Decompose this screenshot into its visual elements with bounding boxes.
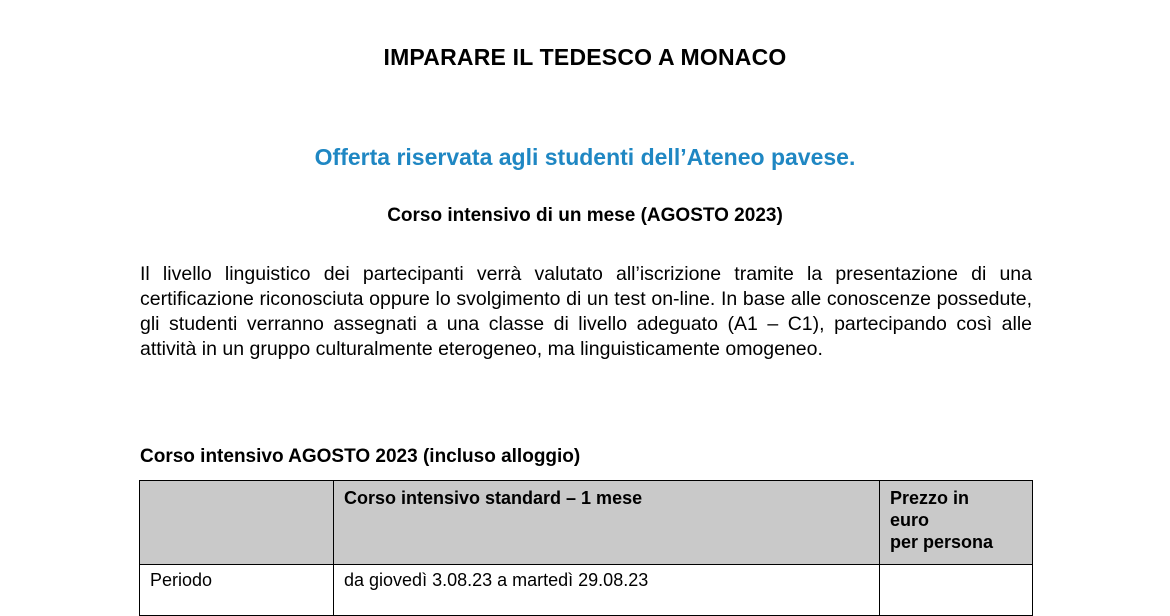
course-table xyxy=(139,480,1033,616)
table-heading: Corso intensivo AGOSTO 2023 (incluso alloggio) xyxy=(140,446,581,467)
header-cell-empty xyxy=(140,481,334,565)
price-header-line-2: euro xyxy=(890,510,930,530)
row-value-cell: da giovedì 3.08.23 a martedì 29.08.23 xyxy=(334,565,880,616)
row-label-cell: Periodo xyxy=(140,565,334,616)
page-title: IMPARARE IL TEDESCO A MONACO xyxy=(383,44,787,70)
header-cell-course: Corso intensivo standard – 1 mese xyxy=(334,481,880,565)
price-header-line-1: Prezzo in xyxy=(890,488,970,508)
row-price-cell xyxy=(880,565,1033,616)
price-header-line-3: per persona xyxy=(890,532,994,552)
table-header-row xyxy=(140,481,1033,565)
course-heading: Corso intensivo di un mese (AGOSTO 2023) xyxy=(387,205,783,226)
header-cell-price xyxy=(880,481,1033,565)
table-row xyxy=(140,565,1033,616)
intro-paragraph: Il livello linguistico dei partecipanti verrà valutato all’iscrizione tramite la presentazione di una certificazione riconosciuta oppure lo svolgimento di un test on-line. In base alle conoscenze possedute, gli studenti verranno assegnati a una classe di livello adeguato (A1 – C1), partecipando così alle attività in un gruppo culturalmente eterogeneo, ma linguisticamente omogeneo. xyxy=(140,263,1032,360)
offer-subtitle: Offerta riservata agli studenti dell’Ateneo pavese. xyxy=(314,144,856,170)
